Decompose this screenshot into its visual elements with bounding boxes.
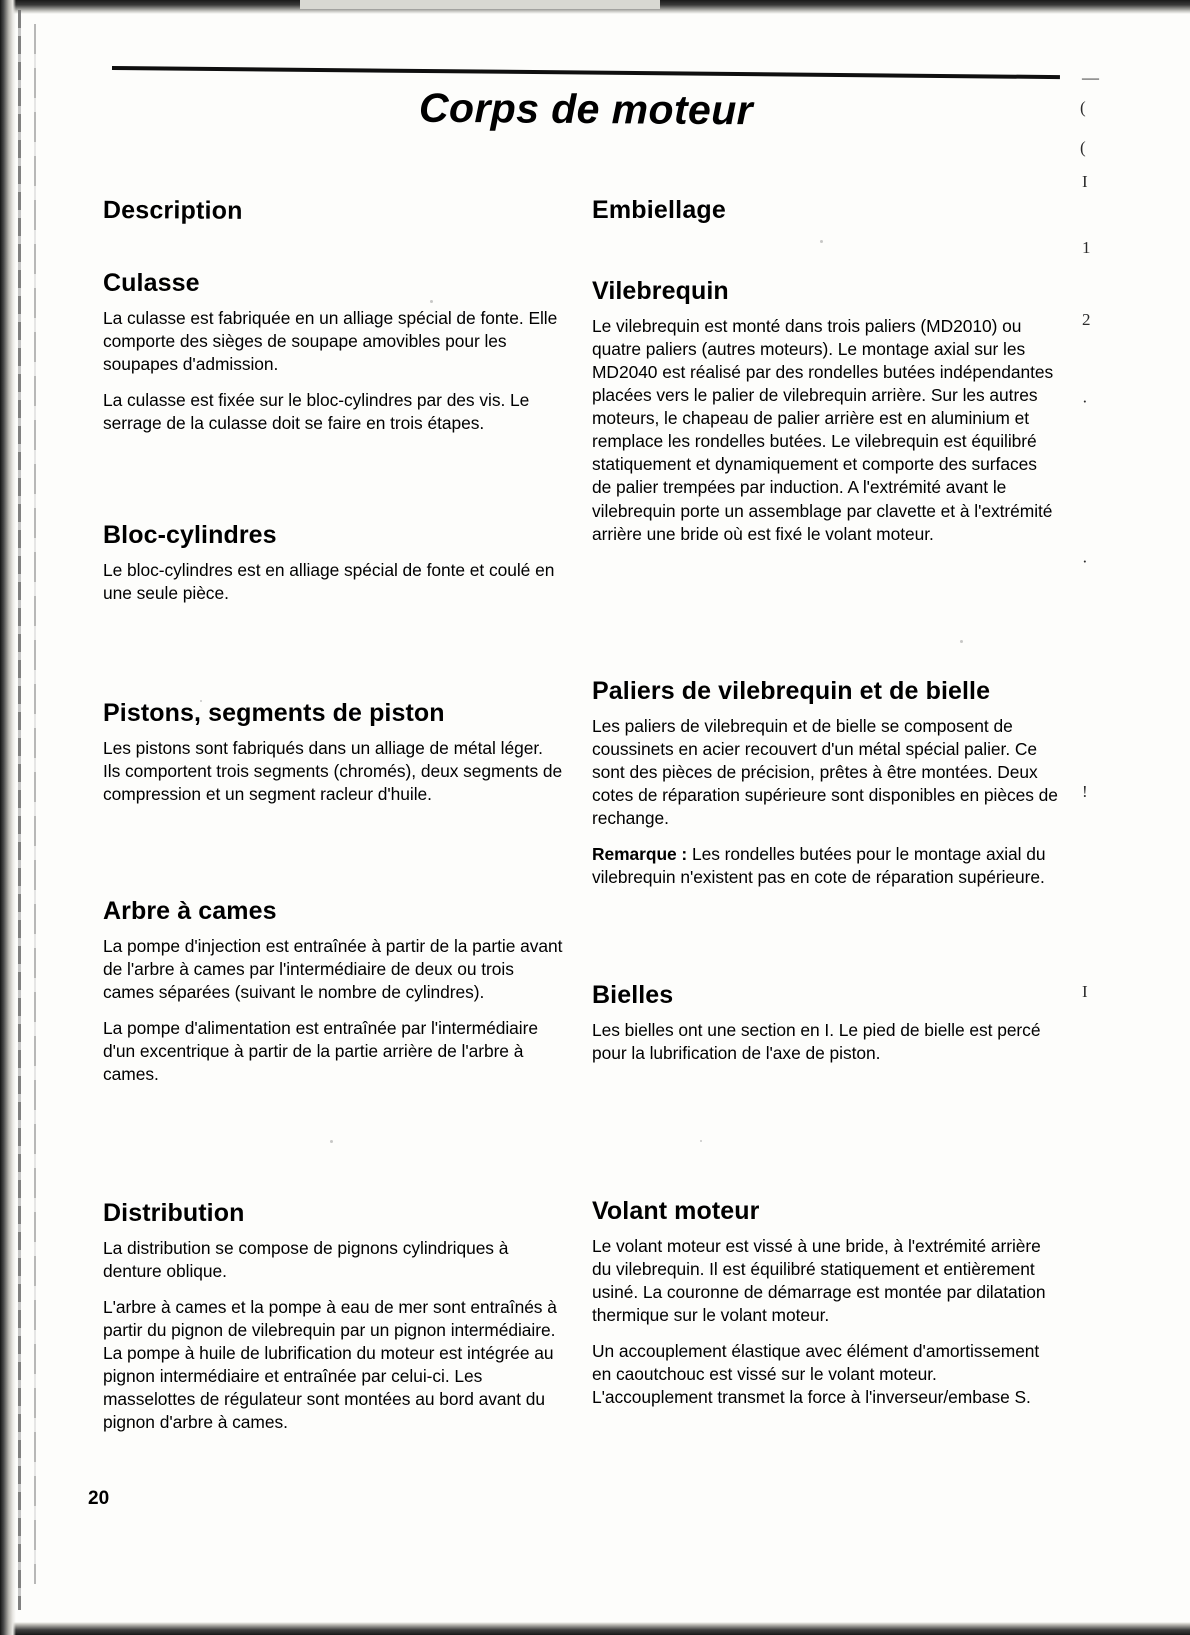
margin-mark: I: [1082, 172, 1088, 191]
section-paragraph: La pompe d'injection est entraînée à partir de la partie avant de l'arbre à cames par l'intermédiaire de deux ou trois cames séparées (suivant le nombre de cylindres).: [103, 935, 563, 1002]
page-title: Corps de moteur: [418, 84, 754, 134]
section-paragraph: Le vilebrequin est monté dans trois paliers (MD2010) ou quatre paliers (autres moteurs). Le montage axial sur les MD2040 est réalisé par des rondelles butées indépendantes placées vers le palier de vilebrequin arrière. Sur les autres moteurs, le chapeau de palier arrière est en aluminium et remplace les rondelles butées. Le vilebrequin est équilibré statiquement et dynamiquement et comporte des surfaces de palier trempées par induction. A l'extrémité avant le vilebrequin porte un assemblage par clavette et à l'extrémité arrière une bride où est fixé le volant moteur.: [592, 315, 1054, 544]
section-paragraph: Les bielles ont une section en I. Le pied de bielle est percé pour la lubrification de l'axe de piston.: [592, 1019, 1041, 1063]
section-paliers-vilebrequin-bielle: [592, 678, 1060, 889]
section-bielles: [592, 982, 1060, 1065]
section-paragraph: La culasse est fabriquée en un alliage spécial de fonte. Elle comporte des sièges de soupape amovibles pour les soupapes d'admission.: [103, 307, 558, 374]
section-arbre-a-cames: [103, 898, 563, 1086]
section-heading: Distribution: [103, 1199, 245, 1227]
margin-mark: (: [1080, 98, 1086, 117]
header-rule: [112, 66, 1060, 79]
section-volant-moteur: [592, 1198, 1060, 1409]
section-paragraph: La culasse est fixée sur le bloc-cylindres par des vis. Le serrage de la culasse doit se faire en trois étapes.: [103, 389, 530, 434]
section-distribution: [103, 1200, 563, 1435]
page-number: 20: [88, 1488, 110, 1509]
section-heading: Bloc-cylindres: [103, 521, 277, 549]
section-pistons-segments: [103, 700, 563, 806]
margin-mark: I: [1082, 982, 1088, 1001]
section-heading: Vilebrequin: [592, 277, 729, 305]
section-paragraph: La distribution se compose de pignons cylindriques à denture oblique.: [103, 1237, 509, 1281]
section-paragraph: Le bloc-cylindres est en alliage spécial de fonte et coulé en une seule pièce.: [103, 559, 555, 603]
section-heading: Volant moteur: [592, 1197, 760, 1225]
note-text: Les rondelles butées pour le montage axial du vilebrequin n'existent pas en cote de réparation supérieure.: [592, 844, 1046, 888]
margin-mark: ·: [1082, 392, 1088, 411]
section-heading: Pistons, segments de piston: [103, 699, 445, 727]
margin-mark: 2: [1082, 310, 1091, 329]
margin-mark: (: [1080, 138, 1086, 157]
section-paragraph: L'arbre à cames et la pompe à eau de mer sont entraînés à partir du pignon de vilebrequin par un pignon intermédiaire. La pompe à huile de lubrification du moteur est intégrée au pignon intermédiaire et entraînée par celui-ci. Les masselottes de régulateur sont montées au bord avant du pignon d'arbre à cames.: [103, 1296, 557, 1433]
section-culasse: [103, 270, 563, 435]
margin-mark: ·: [1082, 552, 1088, 571]
section-paragraph: La pompe d'alimentation est entraînée par l'intermédiaire d'un excentrique à partir de la partie arrière de l'arbre à cames.: [103, 1017, 538, 1085]
section-note: [592, 843, 1060, 889]
margin-mark: 1: [1082, 238, 1091, 257]
section-paragraph: Le volant moteur est vissé à une bride, à l'extrémité arrière du vilebrequin. Il est équilibré statiquement et entièrement usiné. La couronne de démarrage est montée par dilatation thermique sur le volant moteur.: [592, 1235, 1046, 1325]
section-paragraph: Un accouplement élastique avec élément d'amortissement en caoutchouc est vissé sur le volant moteur. L'accouplement transmet la force à l'inverseur/embase S.: [592, 1341, 1040, 1408]
section-heading: Bielles: [592, 981, 674, 1009]
chapter-title-embiellage: Embiellage: [592, 196, 726, 224]
section-heading: Paliers de vilebrequin et de bielle: [592, 677, 991, 705]
note-label: Remarque :: [592, 844, 688, 865]
margin-mark: !: [1082, 782, 1088, 801]
section-heading: Arbre à cames: [103, 897, 277, 925]
section-bloc-cylindres: [103, 522, 563, 605]
chapter-title-description: Description: [102, 196, 243, 225]
margin-mark: —: [1082, 68, 1099, 87]
section-vilebrequin: [592, 278, 1060, 546]
section-heading: Culasse: [103, 269, 200, 297]
section-paragraph: Les pistons sont fabriqués dans un alliage de métal léger. Ils comportent trois segments (chromés), deux segments de compression et un segment racleur d'huile.: [103, 737, 563, 804]
section-paragraph: Les paliers de vilebrequin et de bielle se composent de coussinets en acier recouvert d'un métal spécial palier. Ce sont des pièces de précision, prêtes à être montées. Deux cotes de réparation supérieure sont disponibles en pièces de rechange.: [592, 715, 1058, 829]
